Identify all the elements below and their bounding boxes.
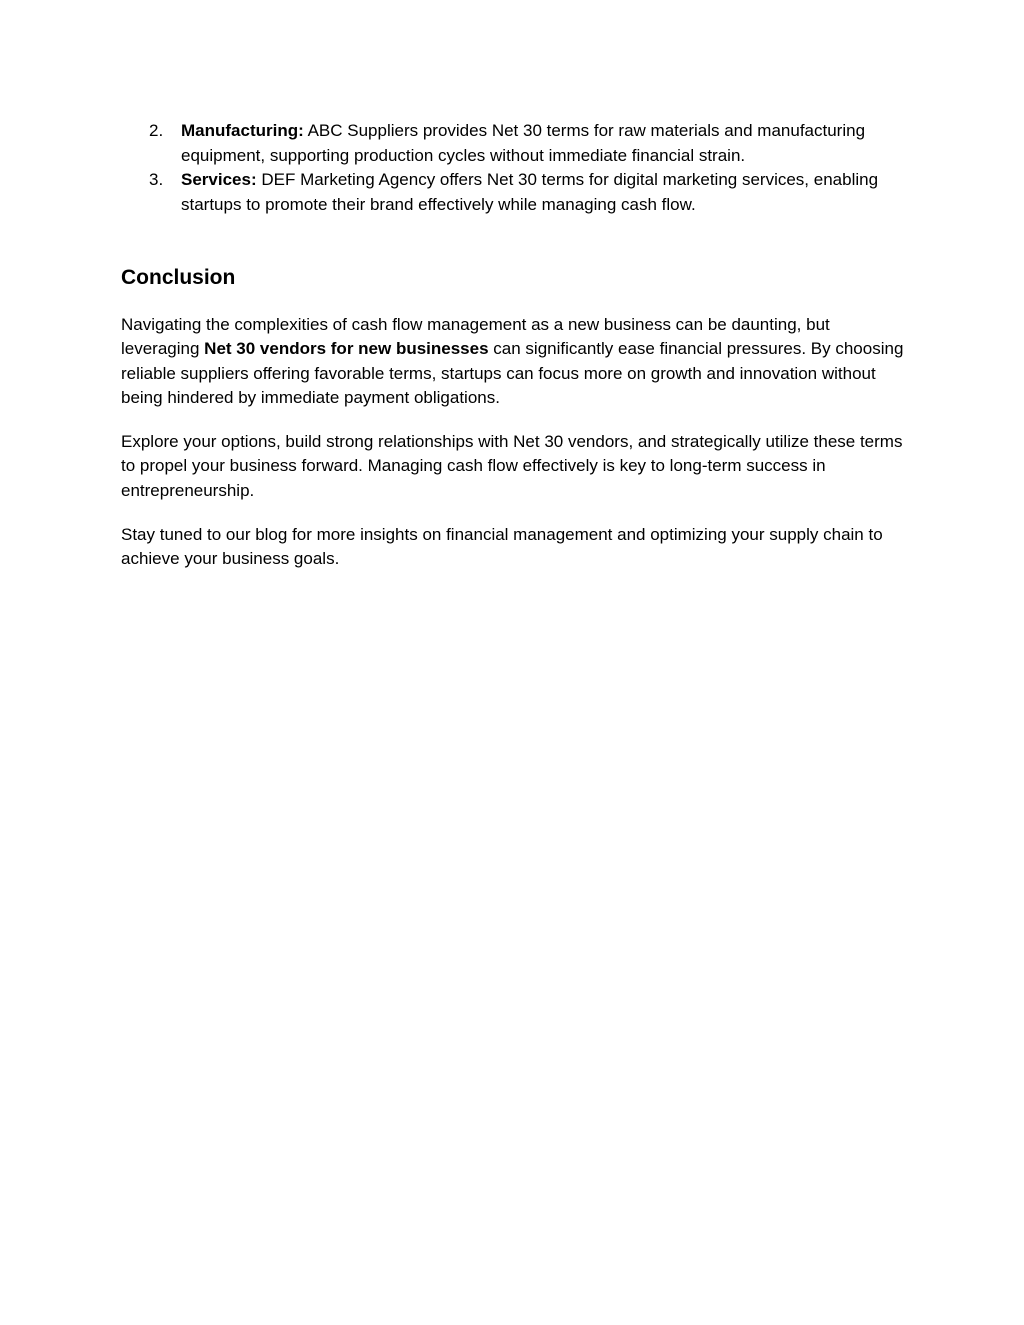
list-item-number: 2.	[149, 121, 164, 140]
list-item-label: Services:	[181, 170, 257, 189]
list-item-manufacturing	[121, 119, 911, 168]
paragraph-text: can significantly ease financial pressures. By choosing reliable suppliers offering favorable terms, startups can focus more on growth and innovation without being hindered by immediate payment obligations.	[121, 339, 904, 407]
conclusion-heading: Conclusion	[121, 266, 236, 289]
conclusion-paragraph-2: Explore your options, build strong relationships with Net 30 vendors, and strategically utilize these terms to propel your business forward. Managing cash flow effectively is key to long-term success in entrepreneurship.	[121, 432, 903, 500]
list-item-services	[121, 168, 911, 217]
list-item-text: DEF Marketing Agency offers Net 30 terms for digital marketing services, enabling startups to promote their brand effectively while managing cash flow.	[181, 170, 879, 214]
keyword-emphasis: Net 30 vendors for new businesses	[204, 339, 489, 359]
list-item-text: ABC Suppliers provides Net 30 terms for raw materials and manufacturing equipment, supporting production cycles without immediate financial strain.	[181, 121, 866, 165]
list-item-label: Manufacturing:	[181, 121, 304, 140]
paragraph-text: Navigating the complexities of cash flow management as a new business can be daunting, but leveraging	[121, 315, 830, 359]
list-item-number: 3.	[149, 170, 164, 189]
industry-examples-list	[121, 119, 911, 217]
conclusion-paragraph-3: Stay tuned to our blog for more insights on financial management and optimizing your supply chain to achieve your business goals.	[121, 525, 883, 569]
conclusion-paragraph-1	[121, 313, 911, 410]
